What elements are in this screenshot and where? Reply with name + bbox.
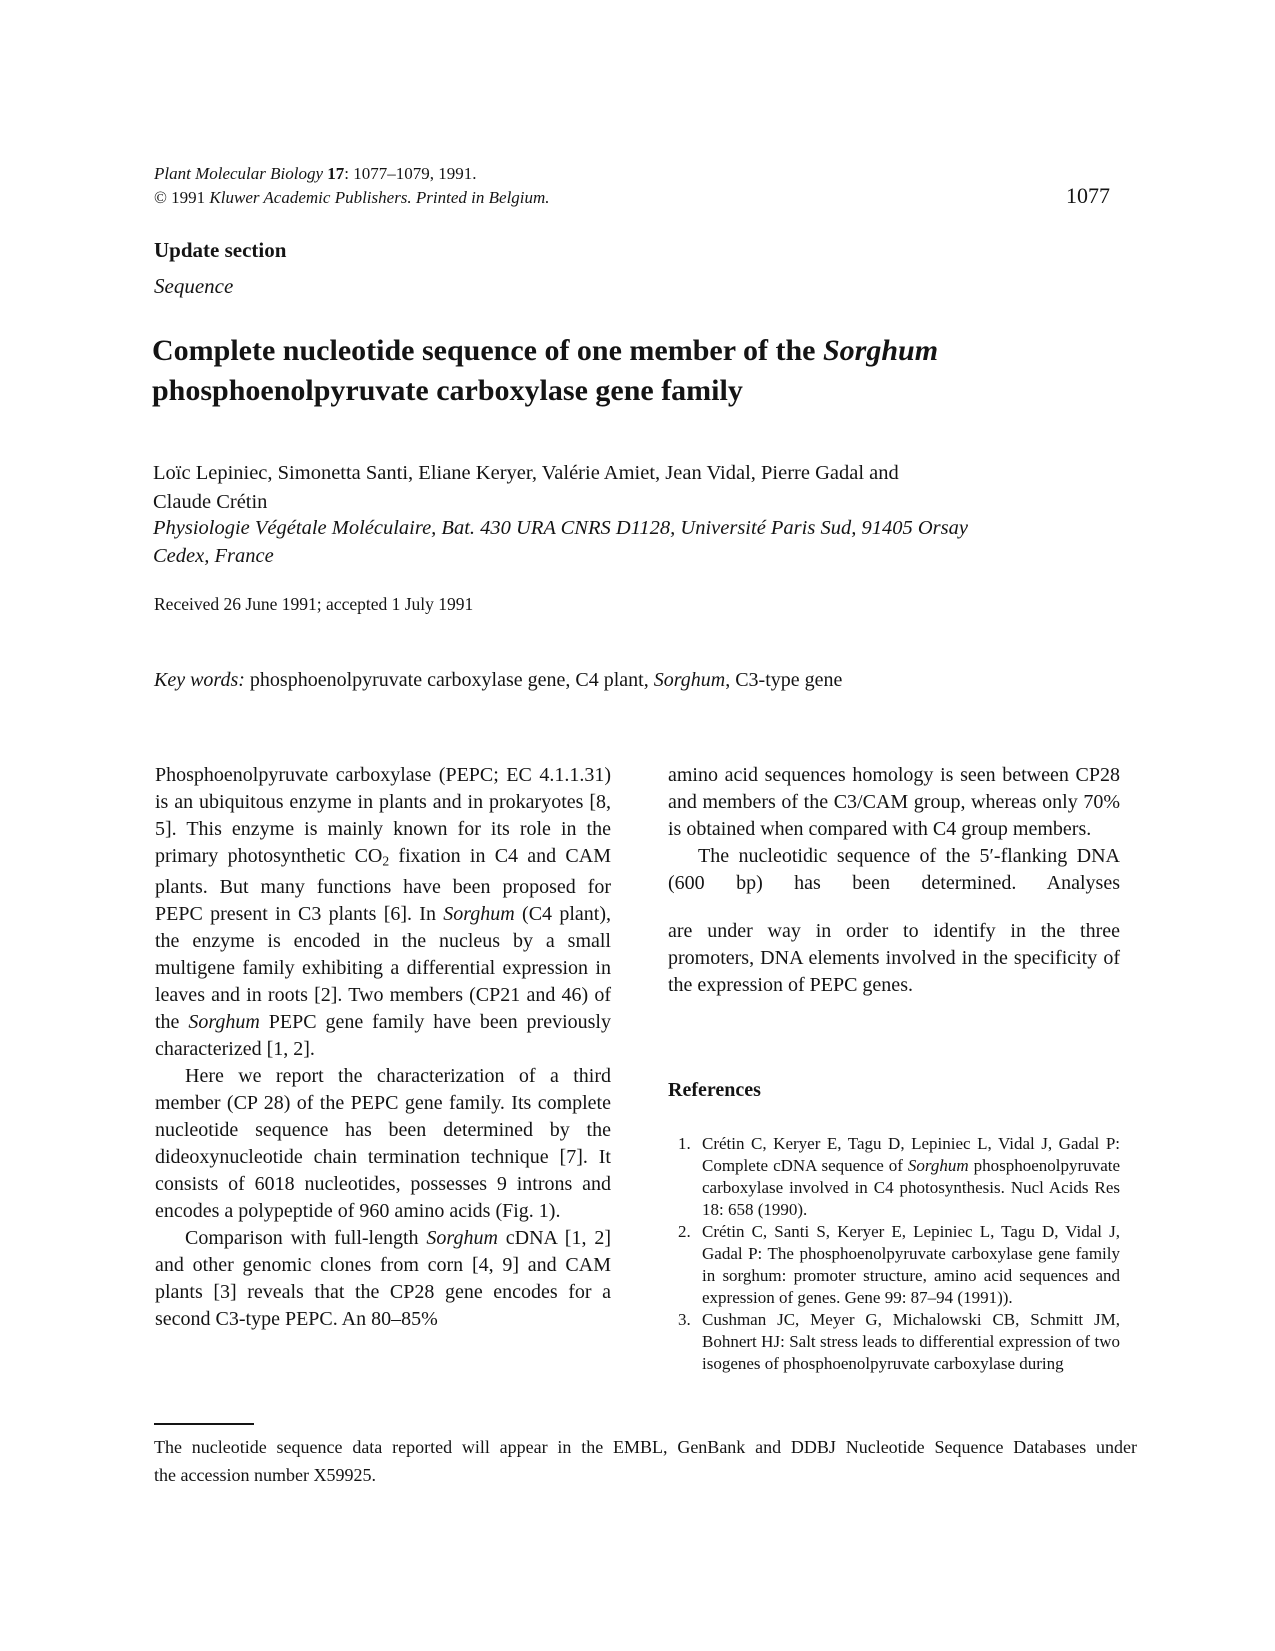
- body-paragraph: Here we report the characterization of a third member (CP 28) of the PEPC gene family. Its complete nucleotide sequence has been determined by the dideoxynucleotide chain termination technique [7]. It consists of 6018 nucleotides, possesses 9 introns and encodes a polypeptide of 960 amino acids (Fig. 1).: [155, 1065, 611, 1223]
- affiliation-line1: Physiologie Végétale Moléculaire, Bat. 430 URA CNRS D1128, Université Paris Sud, 91405 Orsay: [153, 517, 968, 539]
- references-section: [668, 1079, 1120, 1375]
- journal-citation-line: Plant Molecular Biology 17: 1077–1079, 1991.: [154, 164, 477, 183]
- affiliation: [153, 514, 1103, 570]
- authors-line2: Claude Crétin: [153, 490, 268, 513]
- footnote-line1: The nucleotide sequence data reported will appear in the EMBL, GenBank and DDBJ Nucleotide Sequence Databases under: [154, 1437, 1137, 1457]
- body-paragraph: Comparison with full-length Sorghum cDNA [1, 2] and other genomic clones from corn [4, 9] and CAM plants [3] reveals that the CP28 gene encodes for a second C3-type PEPC. An 80–85%: [155, 1227, 611, 1331]
- affiliation-line2: Cedex, France: [153, 545, 274, 567]
- authors: [153, 459, 1103, 516]
- copyright-line: © 1991 Kluwer Academic Publishers. Printed in Belgium.: [154, 187, 550, 207]
- article-title: [152, 331, 1112, 411]
- body-paragraph: The nucleotidic sequence of the 5′-flanking DNA (600 bp) has been determined. Analyses: [668, 845, 1120, 894]
- footnote: [154, 1433, 1137, 1489]
- reference-item: [668, 1133, 1120, 1221]
- body-paragraph: Phosphoenolpyruvate carboxylase (PEPC; EC 4.1.1.31) is an ubiquitous enzyme in plants and in prokaryotes [8, 5]. This enzyme is mainly known for its role in the primary photosynthetic $CO_2$ fixation in C4 and CAM plants. But many functions have been proposed for PEPC present in C3 plants [6]. In Sorghum (C4 plant), the enzyme is encoded in the nucleus by a small multigene family exhibiting a differential expression in leaves and in roots [2]. Two members (CP21 and 46) of the Sorghum PEPC gene family have been previously characterized [1, 2].: [155, 764, 612, 1061]
- page-number: 1077: [1066, 183, 1110, 208]
- body-paragraph: amino acid sequences homology is seen between CP28 and members of the C3/CAM group, whereas only 70% is obtained when compared with C4 group members.: [668, 764, 1120, 840]
- section-subheading: Sequence: [154, 274, 234, 298]
- reference-number: 1.: [678, 1134, 691, 1153]
- section-heading: Update section: [154, 238, 287, 262]
- journal-header: [154, 162, 550, 209]
- reference-text: Crétin C, Santi S, Keryer E, Lepiniec L, Tagu D, Vidal J, Gadal P: The phosphoenolpyruvate carboxylase gene family in sorghum: promoter structure, amino acid sequences and expression of genes. Gene 99: 87–94 (1991)).: [702, 1222, 1120, 1307]
- footnote-rule: [154, 1423, 254, 1425]
- article-title-line1: Complete nucleotide sequence of one member of the Sorghum: [152, 334, 939, 367]
- body-paragraph: are under way in order to identify in the three promoters, DNA elements involved in the specificity of the expression of PEPC genes.: [668, 920, 1120, 996]
- authors-line1: Loïc Lepiniec, Simonetta Santi, Eliane Keryer, Valérie Amiet, Jean Vidal, Pierre Gadal and: [153, 462, 899, 484]
- references-heading: References: [668, 1079, 761, 1101]
- keywords-line: Key words: phosphoenolpyruvate carboxylase gene, C4 plant, Sorghum, C3-type gene: [154, 669, 843, 691]
- reference-item: [668, 1221, 1120, 1309]
- reference-number: 3.: [678, 1310, 691, 1329]
- reference-text: Crétin C, Keryer E, Tagu D, Lepiniec L, Vidal J, Gadal P: Complete cDNA sequence of Sorghum phosphoenolpyruvate carboxylase involved in C4 photosynthesis. Nucl Acids Res 18: 658 (1990).: [702, 1134, 1121, 1219]
- reference-list: [668, 1133, 1120, 1375]
- reference-item: [668, 1309, 1120, 1375]
- body-column-left: [155, 762, 611, 1333]
- reference-number: 2.: [678, 1222, 691, 1241]
- reference-text: Cushman JC, Meyer G, Michalowski CB, Schmitt JM, Bohnert HJ: Salt stress leads to differential expression of two isogenes of phosphoenolpyruvate carboxylase during: [702, 1310, 1120, 1373]
- received-line: Received 26 June 1991; accepted 1 July 1991: [154, 594, 474, 614]
- article-title-line2: phosphoenolpyruvate carboxylase gene family: [152, 374, 743, 407]
- body-column-right: [668, 762, 1120, 999]
- footnote-line2: the accession number X59925.: [154, 1465, 376, 1485]
